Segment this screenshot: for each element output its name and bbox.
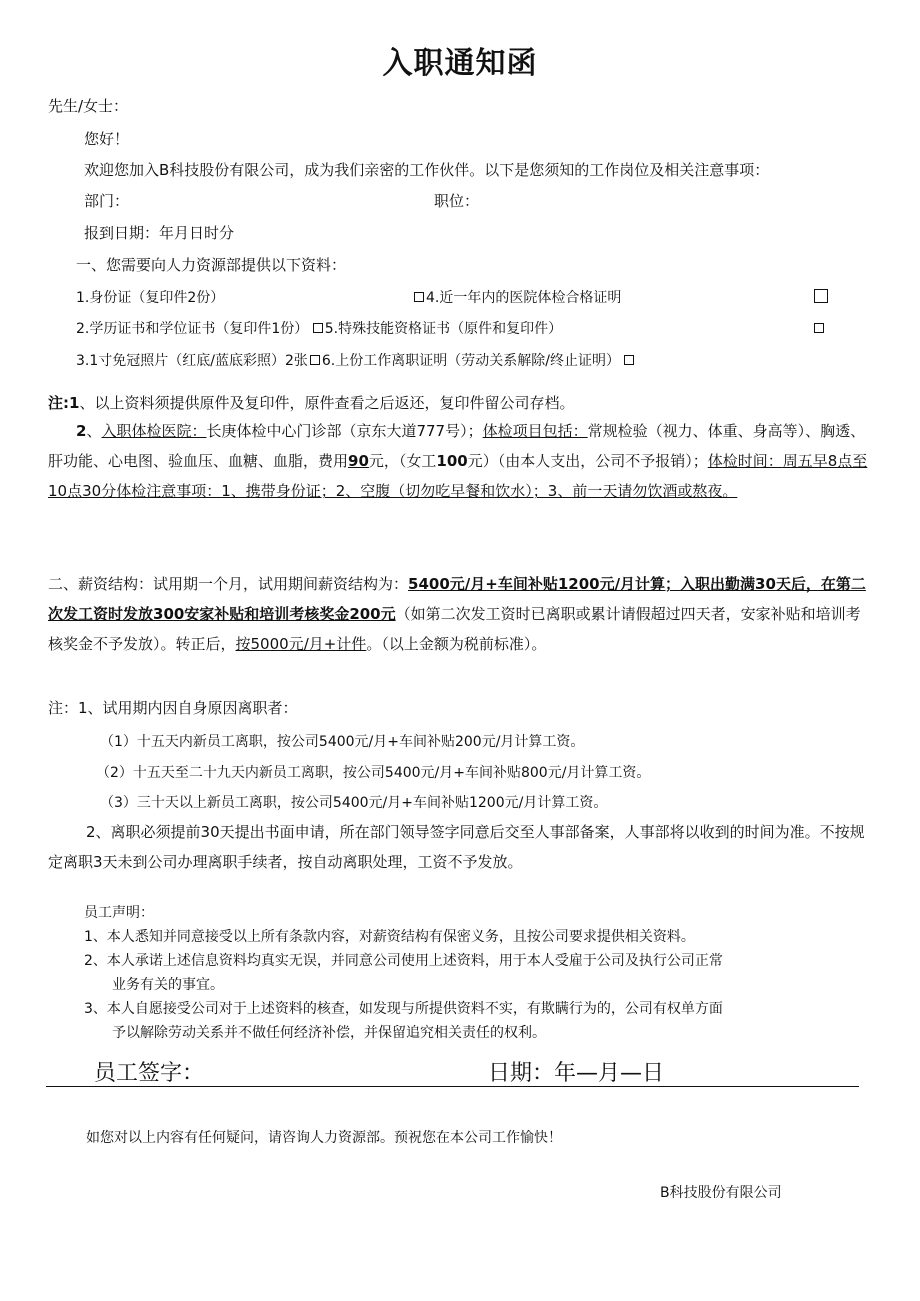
checkbox-icon[interactable] (624, 355, 634, 365)
company-name: B科技股份有限公司 (660, 1185, 782, 1201)
material-item-1: 1.身份证（复印件2份） (76, 290, 225, 306)
checkbox-icon[interactable] (313, 323, 323, 333)
declaration-3-cont: 予以解除劳动关系并不做任何经济补偿，并保留追究相关责任的权利。 (112, 1025, 546, 1041)
greeting: 您好！ (84, 130, 130, 148)
declaration-1: 1、本人悉知并同意接受以上所有条款内容，对薪资结构有保密义务，且按公司要求提供相关资料。 (84, 929, 695, 945)
section1-heading: 一、您需要向人力资源部提供以下资料： (76, 256, 347, 274)
declaration-2-cont: 业务有关的事宜。 (112, 977, 224, 993)
checkbox-icon[interactable] (310, 355, 320, 365)
hospital-label: 入职体检医院： (101, 422, 207, 440)
dept-label: 部门： (84, 192, 130, 210)
position-label: 职位： (434, 192, 480, 210)
intro-text: 欢迎您加入B科技股份有限公司，成为我们亲密的工作伙伴。以下是您须知的工作岗位及相关注意事项： (84, 161, 770, 179)
items-label: 体检项目包括： (482, 422, 588, 440)
rule-3: （3）三十天以上新员工离职，按公司5400元/月+车间补贴1200元/月计算工资。 (100, 795, 608, 811)
declaration-title: 员工声明： (84, 905, 154, 921)
page-title: 入职通知函 (382, 46, 538, 81)
material-item-2: 2.学历证书和学位证书（复印件1份） 5.特殊技能资格证书（原件和复印件） (76, 321, 563, 337)
rule-2: （2）十五天至二十九天内新员工离职，按公司5400元/月+车间补贴800元/月计算工资。 (96, 765, 651, 781)
declaration-3: 3、本人自愿接受公司对于上述资料的核查，如发现与所提供资料不实，有欺瞒行为的，公司有权单方面 (84, 1001, 723, 1017)
date-field (488, 1056, 664, 1087)
date-value: 年—月—日 (554, 1061, 665, 1086)
note1-p2: 2、入职体检医院：长庚体检中心门诊部（京东大道777号）；体检项目包括：常规检验（视力、体重、身高等）、胸透、肝功能、心电图、验血压、血糖、血脂，费用90元，（女工100元）（由本人支出，公司不予报销）；体检时间：周五早8点至10点30分体检注意事项：1、携带身份证；2、空腹（切勿吃早餐和饮水）；3、前一天请勿饮酒或熬夜。 (48, 422, 868, 500)
report-date-value: 年月日时分 (159, 224, 235, 242)
closing-text: 如您对以上内容有任何疑问，请咨询人力资源部。预祝您在本公司工作愉快！ (86, 1130, 562, 1146)
attention-label: 体检注意事项： (116, 482, 222, 500)
note2-heading: 注：1、试用期内因自身原因离职者： (48, 699, 298, 717)
rule-1: （1）十五天内新员工离职，按公司5400元/月+车间补贴200元/月计算工资。 (100, 734, 585, 750)
checkbox-icon[interactable] (814, 323, 824, 333)
declaration-2: 2、本人承诺上述信息资料均真实无误，并同意公司使用上述资料，用于本人受雇于公司及执行公司正常 (84, 953, 723, 969)
date-label: 日期： (488, 1061, 555, 1086)
material-item-4: 4.近一年内的医院体检合格证明 (414, 287, 621, 307)
checkbox-icon[interactable] (814, 289, 828, 303)
report-date-label: 报到日期： (84, 224, 160, 242)
note2-p2: 2、离职必须提前30天提出书面申请，所在部门领导签字同意后交至人事部备案，人事部将以收到的时间为准。不按规定离职3天未到公司办理离职手续者，按自动离职处理，工资不予发放。 (48, 823, 865, 871)
signature-label: 员工签字： (94, 1061, 205, 1086)
section2-heading: 二、薪资结构： (48, 575, 154, 593)
salutation: 先生/女士： (48, 97, 129, 115)
section2-salary: 二、薪资结构：试用期一个月，试用期间薪资结构为：5400元/月+车间补贴1200元/月计算；入职出勤满30天后，在第二次发工资时发放300安家补贴和培训考核奖金200元（如第二次发工资时已离职或累计请假超过四天者，安家补贴和培训考核奖金不予发放）。转正后，按5000元/月+计件。（以上金额为税前标准）。 (48, 575, 866, 653)
note1-p1: 注:1、以上资料须提供原件及复印件，原件查看之后返还，复印件留公司存档。 (48, 394, 575, 412)
time-label: 体检时间： (707, 452, 783, 470)
checkbox-icon[interactable] (414, 292, 424, 302)
signature-line (46, 1086, 859, 1087)
material-item-3: 3.1寸免冠照片（红底/蓝底彩照）2张 6.上份工作离职证明（劳动关系解除/终止证明） (76, 350, 636, 370)
